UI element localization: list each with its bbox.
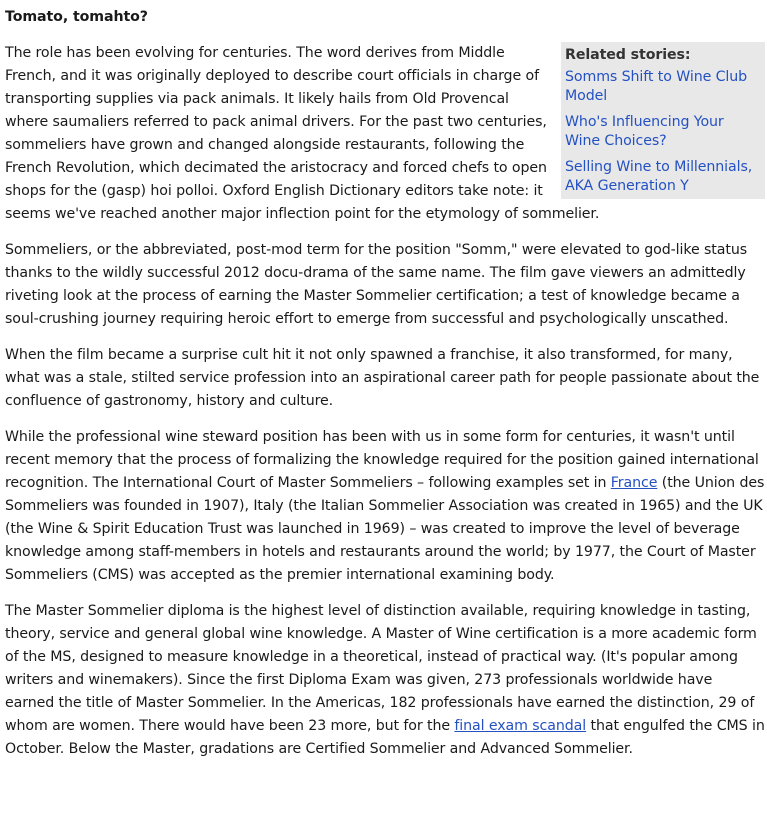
paragraph-5-text-end: that engulfed the CMS in October. Below the Master, gradations are Certified Sommelier and Advanced Sommelier.: [5, 718, 765, 757]
article-headline: Tomato, tomahto?: [5, 9, 148, 25]
paragraph-5-text-start: The Master Sommelier diploma is the highest level of distinction available, requiring knowledge in tasting, theory, service and general global wine knowledge. A Master of Wine certification is a more academic form of the MS, designed to measure knowledge in a theoretical, instead of practical way. (It's popular among writers and winemakers). Since the first Diploma Exam was given, 273 professionals worldwide have earned the title of Master Sommelier. In the Americas, 182 professionals have earned the distinction, 29 of whom are women. There would have been 23 more, but for the: [5, 603, 757, 734]
related-stories-title: Related stories:: [565, 47, 691, 63]
paragraph-1-text: The role has been evolving for centuries. The word derives from Middle French, and it was originally deployed to describe court officials in charge of transporting supplies via pack animals. It likely hails from Old Provencal where saumaliers referred to pack animal drivers. For the past two centuries, sommeliers have grown and changed alongside restaurants, following the French Revolution, which decimated the aristocracy and forced chefs to open shops for the (gasp) hoi polloi. Oxford English Dictionary editors take note: it seems we've reached another major inflection point for the etymology of sommelier.: [5, 45, 600, 222]
paragraph-3: When the film became a surprise cult hit it not only spawned a franchise, it also transformed, for many, what was a stale, stilted service profession into an aspirational career path for people passionate about the confluence of gastronomy, history and culture.: [5, 347, 760, 409]
article: [5, 6, 765, 774]
paragraph-4-text-start: While the professional wine steward position has been with us in some form for centuries, it wasn't until recent memory that the process of formalizing the knowledge required for the position gained international recognition. The International Court of Master Sommeliers – following examples set in: [5, 429, 759, 491]
related-story-link[interactable]: Selling Wine to Millennials, AKA Generation Y: [565, 159, 753, 194]
paragraph-4-text-end: (the Union des Sommeliers was founded in 1907), Italy (the Italian Sommelier Association was created in 1965) and the UK (the Wine & Spirit Education Trust was launched in 1969) – was created to improve the level of beverage knowledge among staff-members in hotels and restaurants around the world; by 1977, the Court of Master Sommeliers (CMS) was accepted as the premier international examining body.: [5, 475, 765, 583]
related-story-link[interactable]: Who's Influencing Your Wine Choices?: [565, 114, 724, 149]
paragraph-5: [5, 600, 765, 761]
paragraph-4: [5, 426, 765, 587]
paragraph-2: Sommeliers, or the abbreviated, post-mod term for the position "Somm," were elevated to god-like status thanks to the wildly successful 2012 docu-drama of the same name. The film gave viewers an admittedly riveting look at the process of earning the Master Sommelier certification; a test of knowledge became a soul-crushing journey requiring heroic effort to emerge from successful and psychologically unscathed.: [5, 242, 748, 327]
related-stories-box: [561, 42, 765, 199]
related-story-link[interactable]: Somms Shift to Wine Club Model: [565, 69, 748, 104]
france-link[interactable]: France: [610, 475, 658, 491]
paragraph-1: [5, 42, 765, 226]
final-exam-scandal-link[interactable]: final exam scandal: [454, 718, 587, 734]
